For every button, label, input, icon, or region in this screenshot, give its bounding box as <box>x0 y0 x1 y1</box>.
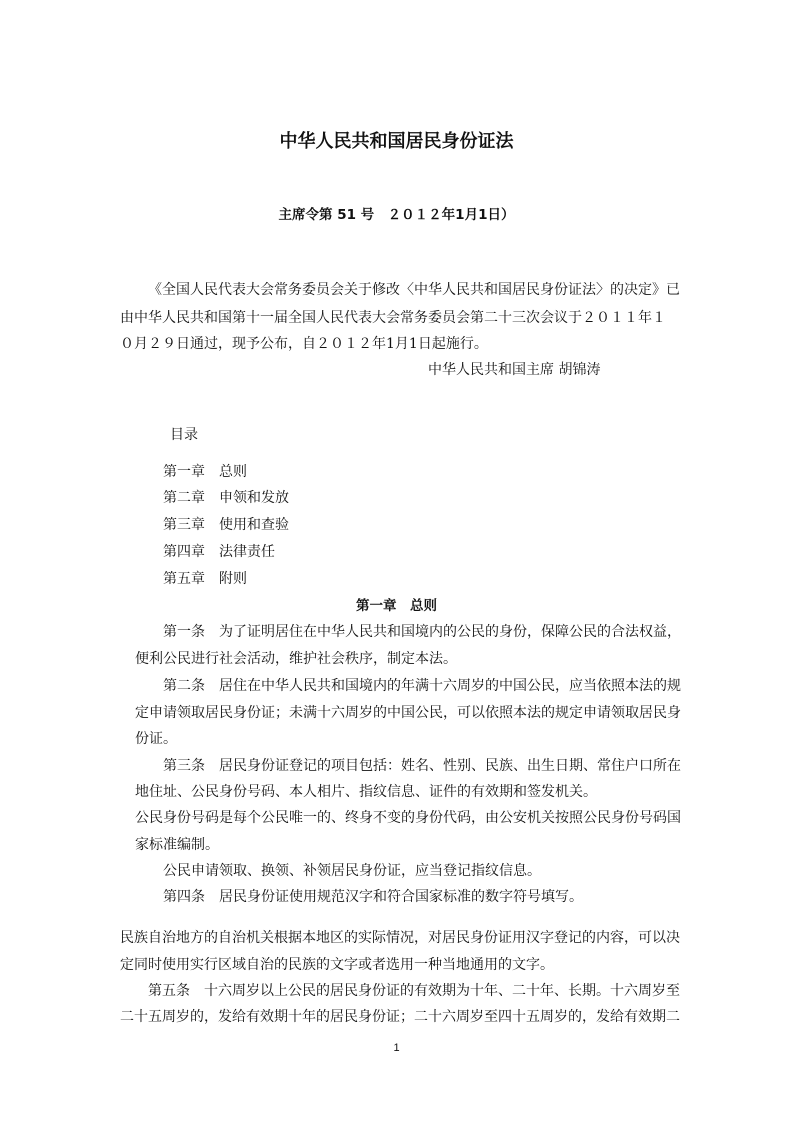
toc-item: 第二章 申领和发放 <box>163 490 289 506</box>
article-line: 民族自治地方的自治机关根据本地区的实际情况，对居民身份证用汉字登记的内容，可以决 <box>120 930 680 946</box>
toc-item: 第三章 使用和查验 <box>163 517 289 533</box>
article-line: 第一条 为了证明居住在中华人民共和国境内的公民的身份，保障公民的合法权益， <box>163 624 681 640</box>
article-line: 地住址、公民身份号码、本人相片、指纹信息、证件的有效期和签发机关。 <box>135 784 597 800</box>
article-line: 第五条 十六周岁以上公民的居民身份证的有效期为十年、二十年、长期。十六周岁至 <box>148 983 680 999</box>
toc-item: 第五章 附则 <box>163 571 247 587</box>
article-line: 第四条 居民身份证使用规范汉字和符合国家标准的数字符号填写。 <box>163 889 583 905</box>
article-line: 定同时使用实行区域自治的民族的文字或者选用一种当地通用的文字。 <box>120 957 554 973</box>
order-line: 主席令第 51 号 ２０１２年1月1日） <box>278 207 515 223</box>
signature: 中华人民共和国主席 胡锦涛 <box>428 362 601 378</box>
article-line: 公民身份号码是每个公民唯一的、终身不变的身份代码，由公安机关按照公民身份号码国 <box>135 810 681 826</box>
article-line: 第三条 居民身份证登记的项目包括：姓名、性别、民族、出生日期、常住户口所在 <box>163 758 681 774</box>
preamble-line: ０月２９日通过，现予公布，自２０１２年1月1日起施行。 <box>120 336 488 352</box>
article-line: 份证。 <box>135 731 177 747</box>
article-line: 第二条 居住在中华人民共和国境内的年满十六周岁的中国公民，应当依照本法的规 <box>163 678 681 694</box>
article-line: 便利公民进行社会活动，维护社会秩序，制定本法。 <box>135 651 457 667</box>
toc-heading: 目录 <box>170 427 198 443</box>
article-line: 二十五周岁的，发给有效期十年的居民身份证；二十六周岁至四十五周岁的，发给有效期二 <box>120 1009 680 1025</box>
article-line: 公民申请领取、换领、补领居民身份证，应当登记指纹信息。 <box>163 863 541 879</box>
toc-item: 第四章 法律责任 <box>163 544 275 560</box>
chapter-heading: 第一章 总则 <box>356 598 437 614</box>
toc-item: 第一章 总则 <box>163 464 247 480</box>
preamble-line: 由中华人民共和国第十一届全国人民代表大会常务委员会第二十三次会议于２０１１年１ <box>120 310 666 326</box>
article-line: 定申请领取居民身份证；未满十六周岁的中国公民，可以依照本法的规定申请领取居民身 <box>135 705 681 721</box>
preamble-line: 《全国人民代表大会常务委员会关于修改〈中华人民共和国居民身份证法〉的决定》已 <box>148 282 680 298</box>
document-title: 中华人民共和国居民身份证法 <box>279 131 514 152</box>
page-number: 1 <box>393 1042 400 1054</box>
article-line: 家标准编制。 <box>135 837 219 853</box>
